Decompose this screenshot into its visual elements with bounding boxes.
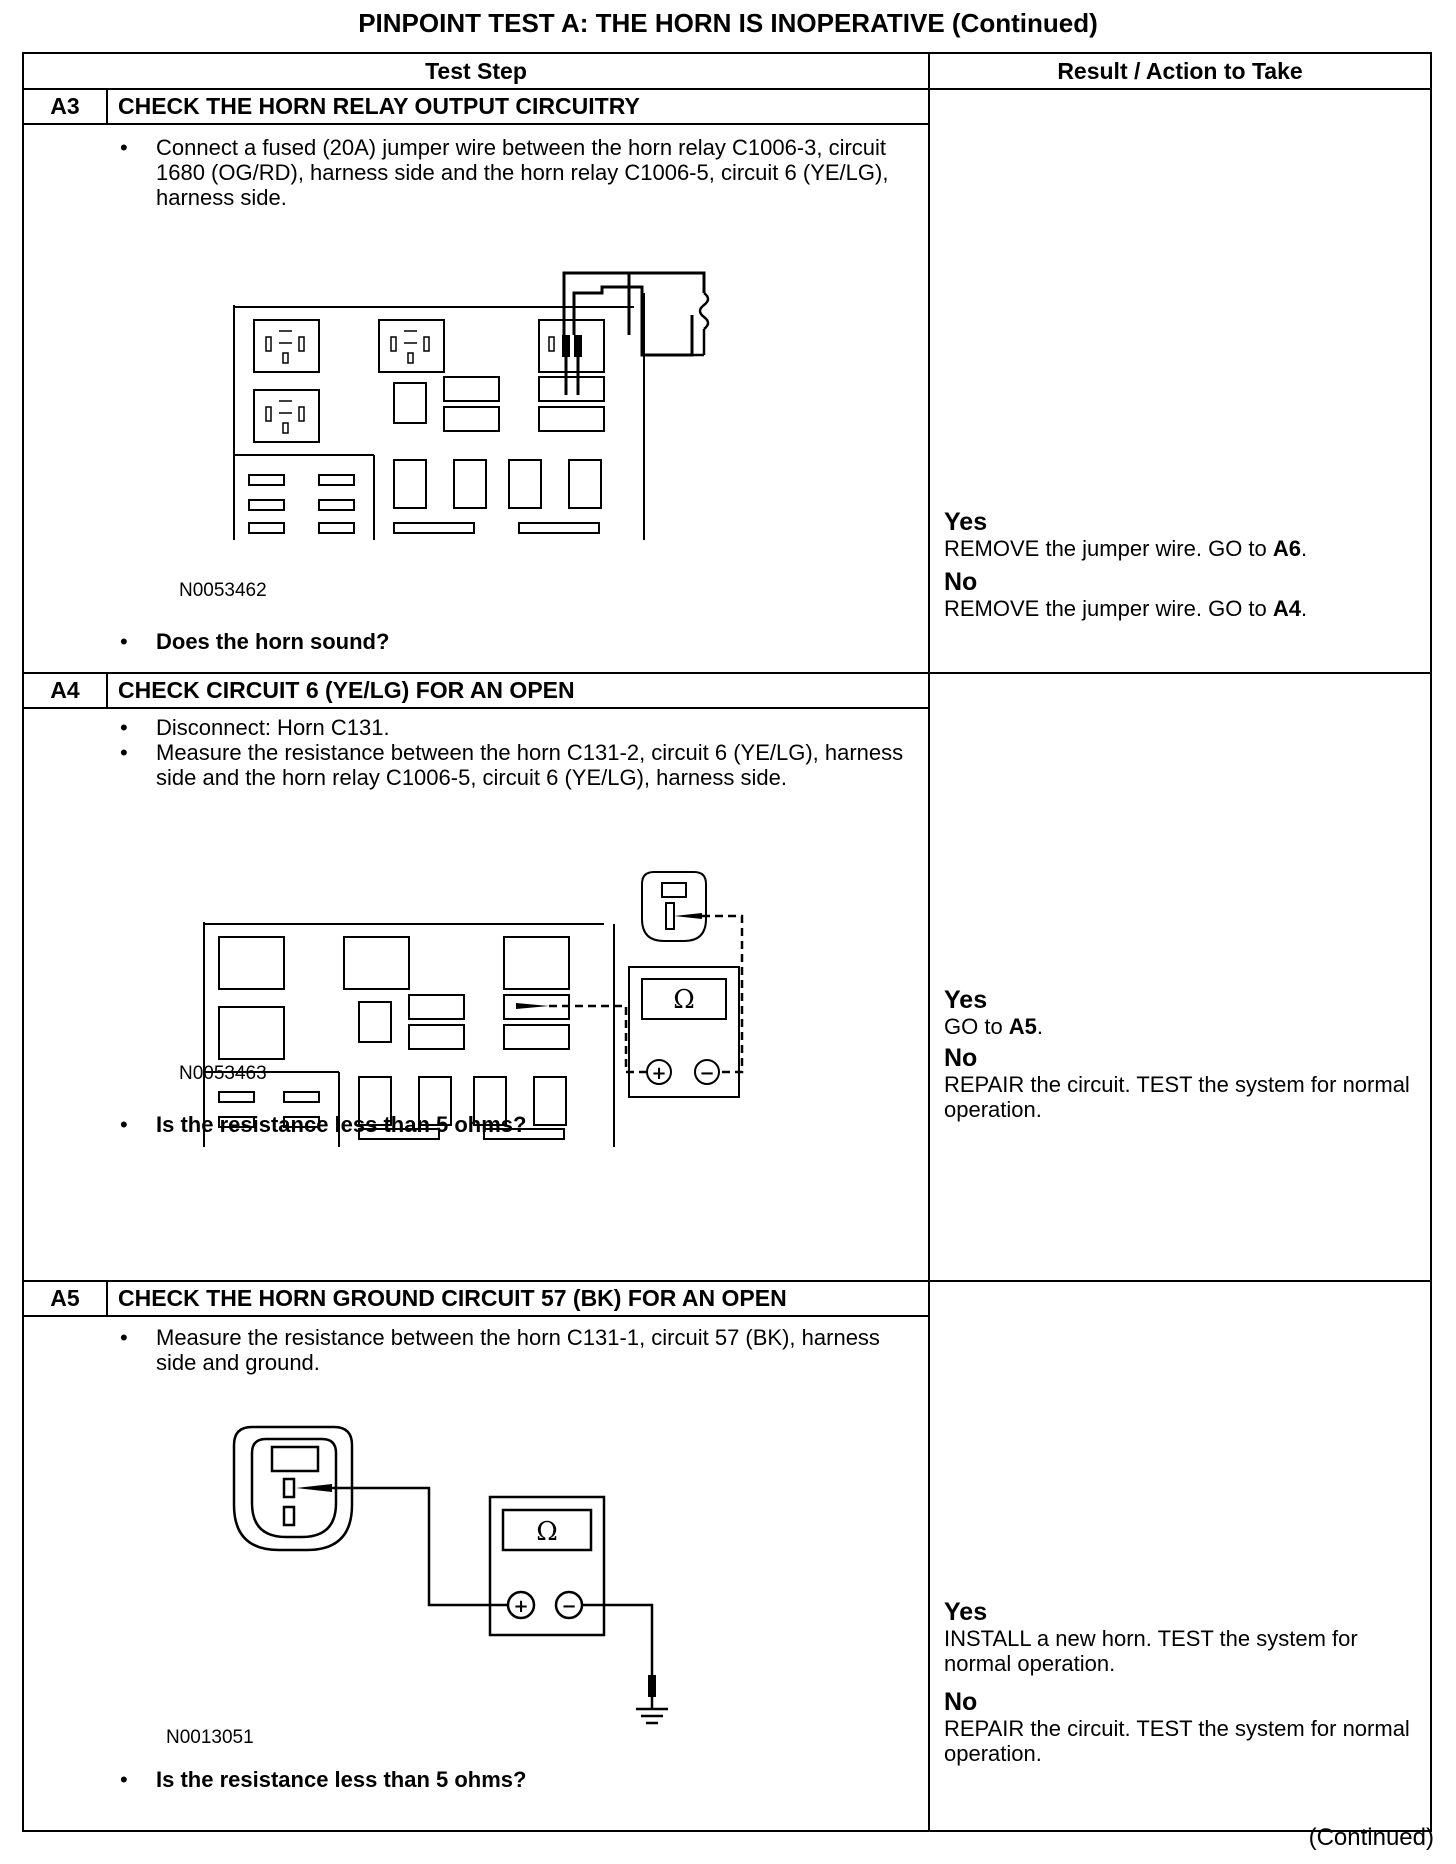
step-result — [930, 674, 1430, 1280]
yes-goto: A5 — [1008, 1014, 1037, 1039]
step-instruction: Disconnect: Horn C131. — [156, 715, 390, 740]
result-yes: Yes GO to A5. — [944, 986, 1420, 1039]
yes-label: Yes — [944, 1598, 988, 1626]
result-yes: Yes REMOVE the jumper wire. GO to A6. — [944, 508, 1420, 561]
minus-symbol: − — [561, 1596, 577, 1617]
horn-ground-figure — [224, 1417, 684, 1742]
result-no — [944, 1688, 1420, 1766]
yes-goto: A6 — [1272, 536, 1301, 561]
bullet-icon: • — [120, 740, 128, 765]
step-a5 — [24, 1280, 1430, 1830]
figure-id: N0013051 — [166, 1727, 254, 1748]
no-action: REPAIR the circuit. TEST the system for normal operation. — [944, 1072, 1410, 1122]
no-action: REMOVE the jumper wire. GO to — [944, 596, 1273, 621]
step-a4 — [24, 672, 1430, 1280]
result-no: No REMOVE the jumper wire. GO to A4. — [944, 568, 1420, 621]
figure-id: N0053463 — [179, 1063, 267, 1084]
continued-note: (Continued) — [1308, 1824, 1434, 1851]
step-body — [24, 1317, 930, 1830]
bullet-icon: • — [120, 715, 128, 740]
step-id: A3 — [24, 90, 108, 125]
step-id: A5 — [24, 1282, 108, 1317]
no-label: No — [944, 568, 978, 596]
bullet-icon: • — [120, 629, 128, 654]
fuse-box-ohmmeter-figure — [174, 867, 774, 1147]
figure-id: N0053462 — [179, 580, 267, 601]
header-test-step: Test Step — [24, 54, 930, 88]
step-result — [930, 1282, 1430, 1830]
fuse-box-jumper-figure — [204, 265, 764, 540]
yes-action: GO to — [944, 1014, 1009, 1039]
step-title: CHECK THE HORN GROUND CIRCUIT 57 (BK) FOR AN OPEN — [108, 1282, 930, 1317]
step-title: CHECK CIRCUIT 6 (YE/LG) FOR AN OPEN — [108, 674, 930, 709]
step-id: A4 — [24, 674, 108, 709]
step-instruction: Measure the resistance between the horn C131-2, circuit 6 (YE/LG), harness side and the horn relay C1006-5, circuit 6 (YE/LG), harness side. — [156, 740, 904, 790]
ohm-symbol: Ω — [673, 985, 695, 1015]
no-action: REPAIR the circuit. TEST the system for normal operation. — [944, 1716, 1410, 1766]
result-no — [944, 1044, 1420, 1122]
step-body — [24, 125, 930, 672]
step-instruction: Measure the resistance between the horn C131-1, circuit 57 (BK), harness side and ground. — [156, 1325, 880, 1375]
yes-label: Yes — [944, 986, 988, 1014]
plus-symbol: + — [513, 1596, 529, 1617]
step-instruction: Connect a fused (20A) jumper wire between the horn relay C1006-3, circuit 1680 (OG/RD), harness side and the horn relay C1006-5, circuit 6 (YE/LG), harness side. — [156, 135, 889, 210]
minus-symbol: − — [699, 1063, 715, 1084]
ohm-symbol: Ω — [536, 1517, 558, 1547]
page-title: PINPOINT TEST A: THE HORN IS INOPERATIVE (Continued) — [358, 8, 1098, 38]
table-header — [24, 54, 1430, 90]
step-question: Is the resistance less than 5 ohms? — [156, 1767, 527, 1792]
bullet-icon: • — [120, 135, 128, 160]
yes-action: INSTALL a new horn. TEST the system for normal operation. — [944, 1626, 1358, 1676]
bullet-icon: • — [120, 1767, 128, 1792]
step-result — [930, 90, 1430, 672]
step-body — [24, 709, 930, 1280]
bullet-icon: • — [120, 1325, 128, 1350]
result-yes — [944, 1598, 1420, 1676]
plus-symbol: + — [651, 1063, 667, 1084]
header-result-action: Result / Action to Take — [1057, 58, 1303, 84]
bullet-icon: • — [120, 1112, 128, 1137]
step-question: Is the resistance less than 5 ohms? — [156, 1112, 527, 1137]
step-question: Does the horn sound? — [156, 629, 390, 654]
step-a3 — [24, 90, 1430, 672]
step-title: CHECK THE HORN RELAY OUTPUT CIRCUITRY — [108, 90, 930, 125]
no-label: No — [944, 1688, 978, 1716]
yes-label: Yes — [944, 508, 988, 536]
no-goto: A4 — [1272, 596, 1301, 621]
no-label: No — [944, 1044, 978, 1072]
yes-action: REMOVE the jumper wire. GO to — [944, 536, 1273, 561]
pinpoint-table — [22, 52, 1432, 1832]
